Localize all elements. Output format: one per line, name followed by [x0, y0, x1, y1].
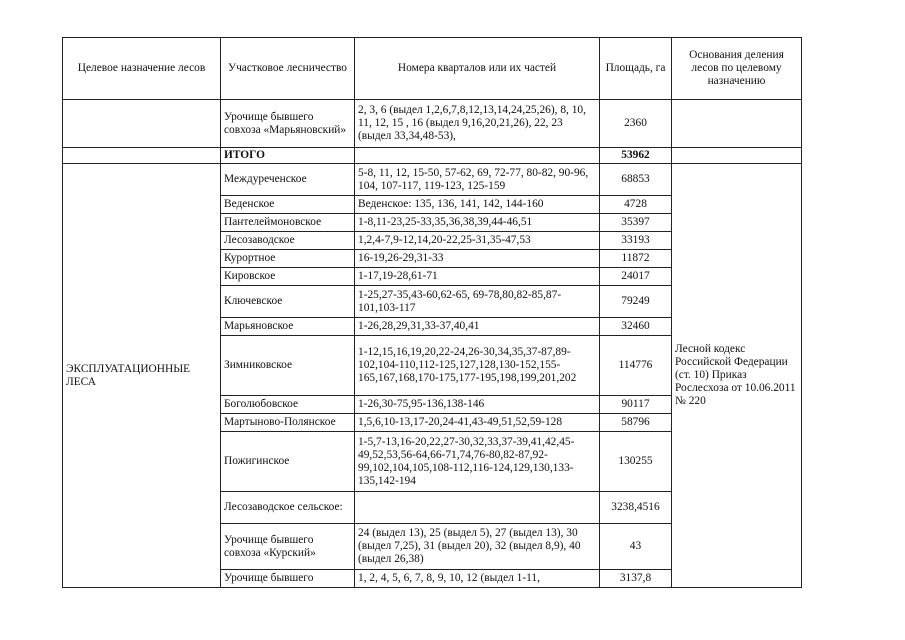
total-area: 53962 — [600, 148, 672, 164]
purpose-cell: ЭКСПЛУАТАЦИОННЫЕ ЛЕСА — [63, 164, 221, 588]
area-cell: 4728 — [600, 196, 672, 214]
area-cell: 32460 — [600, 318, 672, 336]
quarters-cell: 1-17,19-28,61-71 — [355, 268, 600, 286]
area-cell: 79249 — [600, 286, 672, 318]
quarters-cell: 1-12,15,16,19,20,22-24,26-30,34,35,37-87,89-102,104-110,112-125,127,128,130-152,155-165,167,168,170-175,177-195,198,199,201,202 — [355, 336, 600, 396]
area-cell: 11872 — [600, 250, 672, 268]
quarters-cell: 5-8, 11, 12, 15-50, 57-62, 69, 72-77, 80-82, 90-96, 104, 107-117, 119-123, 125-159 — [355, 164, 600, 196]
quarters-cell: 1-26,30-75,95-136,138-146 — [355, 396, 600, 414]
forestry-cell: Урочище бывшего совхоза «Курский» — [221, 524, 355, 570]
area-cell: 24017 — [600, 268, 672, 286]
header-forestry: Участковое лесничество — [221, 38, 355, 100]
quarters-cell: 24 (выдел 13), 25 (выдел 5), 27 (выдел 13), 30 (выдел 7,25), 31 (выдел 20), 32 (выдел 8,9), 40 (выдел 26,38) — [355, 524, 600, 570]
basis-cell-empty — [672, 148, 802, 164]
purpose-cell-empty — [63, 100, 221, 148]
quarters-cell-empty — [355, 148, 600, 164]
header-row — [63, 38, 802, 100]
forest-purpose-table — [62, 37, 802, 588]
forestry-cell: Урочище бывшего совхоза «Марьяновский» — [221, 100, 355, 148]
forestry-cell: Мартыново-Полянское — [221, 414, 355, 432]
forestry-cell: Междуреченское — [221, 164, 355, 196]
basis-cell-empty — [672, 100, 802, 148]
forestry-cell: Пантелеймоновское — [221, 214, 355, 232]
area-cell: 3137,8 — [600, 570, 672, 588]
table-row — [63, 100, 802, 148]
area-cell: 3238,4516 — [600, 492, 672, 524]
forestry-cell: Веденское — [221, 196, 355, 214]
table-body — [63, 100, 802, 588]
area-cell: 114776 — [600, 336, 672, 396]
forestry-cell: Зимниковское — [221, 336, 355, 396]
total-label: ИТОГО — [221, 148, 355, 164]
forestry-cell: Курортное — [221, 250, 355, 268]
quarters-cell: 16-19,26-29,31-33 — [355, 250, 600, 268]
area-cell: 43 — [600, 524, 672, 570]
quarters-cell: 1-8,11-23,25-33,35,36,38,39,44-46,51 — [355, 214, 600, 232]
area-cell: 130255 — [600, 432, 672, 492]
area-cell: 58796 — [600, 414, 672, 432]
area-cell: 2360 — [600, 100, 672, 148]
area-cell: 35397 — [600, 214, 672, 232]
forestry-cell: Марьяновское — [221, 318, 355, 336]
forestry-cell: Боголюбовское — [221, 396, 355, 414]
quarters-cell: 1,5,6,10-13,17-20,24-41,43-49,51,52,59-128 — [355, 414, 600, 432]
quarters-cell: 1,2,4-7,9-12,14,20-22,25-31,35-47,53 — [355, 232, 600, 250]
header-purpose: Целевое назначение лесов — [63, 38, 221, 100]
quarters-cell: 1-25,27-35,43-60,62-65, 69-78,80,82-85,87-101,103-117 — [355, 286, 600, 318]
area-cell: 68853 — [600, 164, 672, 196]
area-cell: 33193 — [600, 232, 672, 250]
header-basis: Основания деления лесов по целевому назначению — [672, 38, 802, 100]
forestry-cell: Пожигинское — [221, 432, 355, 492]
header-quarters: Номера кварталов или их частей — [355, 38, 600, 100]
area-cell: 90117 — [600, 396, 672, 414]
quarters-cell — [355, 492, 600, 524]
total-row — [63, 148, 802, 164]
quarters-cell: Веденское: 135, 136, 141, 142, 144-160 — [355, 196, 600, 214]
forestry-cell: Урочище бывшего — [221, 570, 355, 588]
forestry-cell: Лесозаводское — [221, 232, 355, 250]
quarters-cell: 1-5,7-13,16-20,22,27-30,32,33,37-39,41,42,45-49,52,53,56-64,66-71,74,76-80,82-87,92-99,102,104,105,108-112,116-124,129,130,133-135,142-194 — [355, 432, 600, 492]
forestry-cell: Лесозаводское сельское: — [221, 492, 355, 524]
forestry-cell: Ключевское — [221, 286, 355, 318]
forestry-cell: Кировское — [221, 268, 355, 286]
quarters-cell: 1, 2, 4, 5, 6, 7, 8, 9, 10, 12 (выдел 1-11, — [355, 570, 600, 588]
quarters-cell: 1-26,28,29,31,33-37,40,41 — [355, 318, 600, 336]
quarters-cell: 2, 3, 6 (выдел 1,2,6,7,8,12,13,14,24,25,26), 8, 10, 11, 12, 15 , 16 (выдел 9,16,20,21,26), 22, 23 (выдел 33,34,48-53), — [355, 100, 600, 148]
purpose-cell-empty — [63, 148, 221, 164]
header-area: Площадь, га — [600, 38, 672, 100]
table-row — [63, 164, 802, 196]
basis-cell: Лесной кодекс Российской Федерации (ст. 10) Приказ Рослесхоза от 10.06.2011 № 220 — [672, 164, 802, 588]
